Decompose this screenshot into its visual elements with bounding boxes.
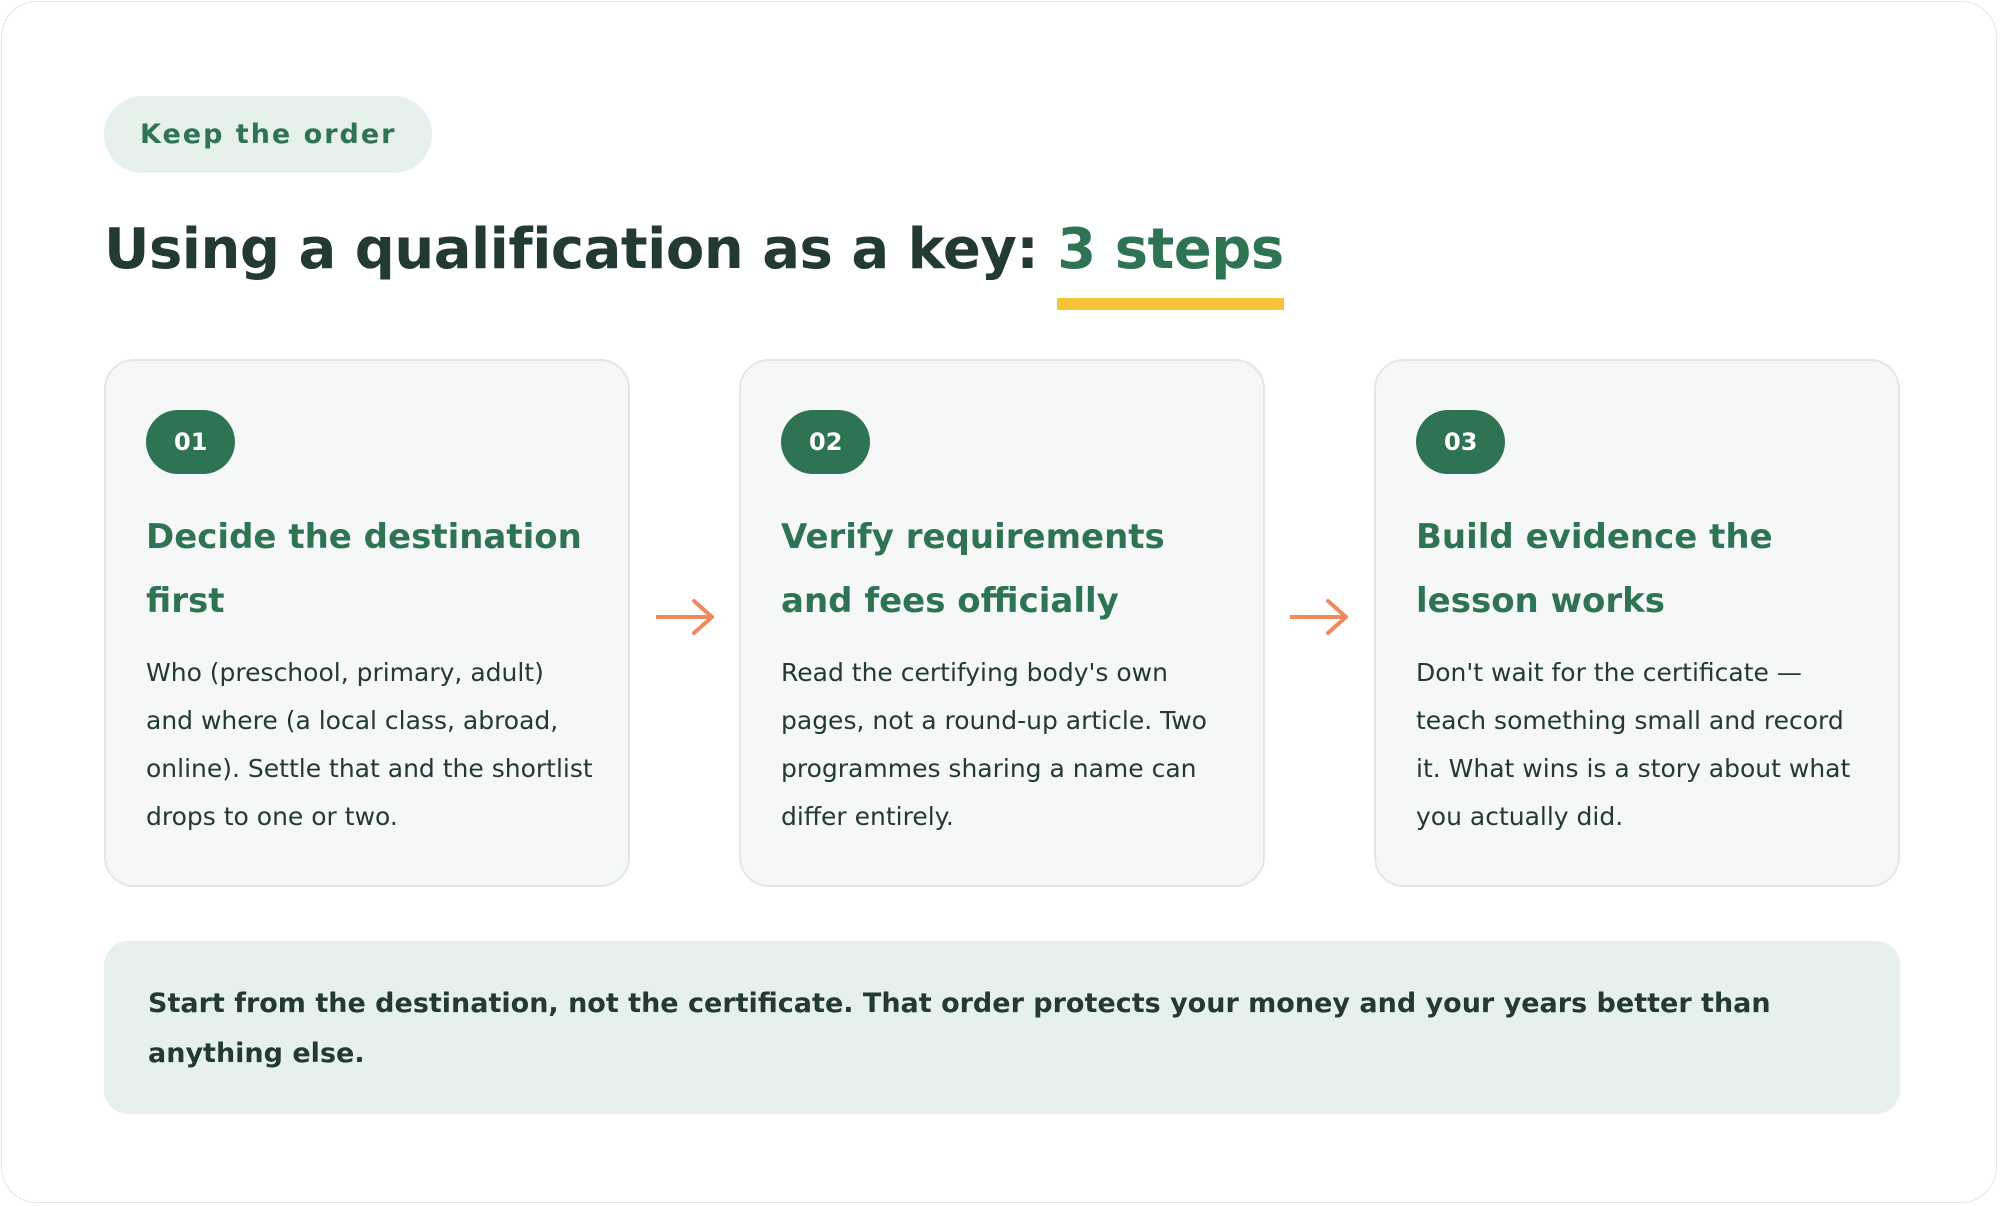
page-title-highlight: 3 steps xyxy=(1057,210,1283,290)
step-card-1 xyxy=(104,359,630,887)
slide-frame xyxy=(1,1,1997,1203)
step-card-2 xyxy=(739,359,1265,887)
step-number-badge: 01 xyxy=(146,410,235,474)
page-title xyxy=(104,210,1284,290)
step-number-badge: 03 xyxy=(1416,410,1505,474)
arrow-right-icon xyxy=(656,597,716,637)
step-title: Build evidence the lesson works xyxy=(1416,517,1773,621)
arrow-right-icon xyxy=(1290,597,1350,637)
step-title: Verify requirements and fees officially xyxy=(781,517,1165,621)
summary-note-text: Start from the destination, not the certificate. That order protects your money and your years better than anything else. xyxy=(148,988,1771,1069)
eyebrow-pill: Keep the order xyxy=(104,96,432,173)
step-card-3 xyxy=(1374,359,1900,887)
page-title-main: Using a qualification as a key: xyxy=(104,217,1058,282)
step-title: Decide the destination first xyxy=(146,517,582,621)
summary-note xyxy=(104,941,1900,1114)
step-description: Who (preschool, primary, adult) and where (a local class, abroad, online). Settle that and the shortlist drops to one or two. xyxy=(146,658,593,831)
step-number-badge: 02 xyxy=(781,410,870,474)
step-description: Don't wait for the certificate — teach something small and record it. What wins is a story about what you actually did. xyxy=(1416,658,1851,831)
step-description: Read the certifying body's own pages, not a round-up article. Two programmes sharing a name can differ entirely. xyxy=(781,658,1207,831)
